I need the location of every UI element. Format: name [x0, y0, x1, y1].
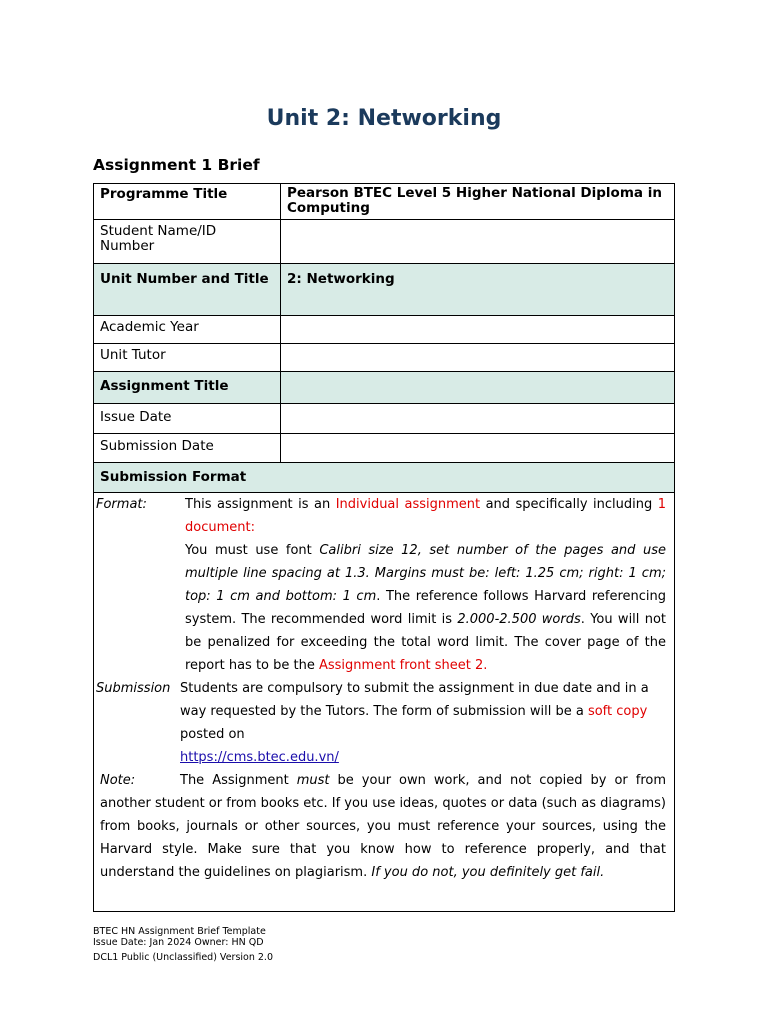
submission-label: Submission [96, 681, 171, 696]
table-row [94, 372, 675, 404]
submission-format-body [94, 493, 675, 912]
page-footer [93, 926, 273, 963]
submission-format-heading: Submission Format [94, 463, 675, 493]
academic-year-label: Academic Year [94, 316, 281, 344]
student-name-value [281, 220, 675, 264]
format-text: . You will not be penalized for exceeding the total word limit. The cover page of the report has to be the [185, 612, 667, 673]
submission-text: posted on [180, 727, 245, 742]
note-text: The Assignment [180, 773, 297, 788]
academic-year-value [281, 316, 675, 344]
table-row [94, 404, 675, 434]
footer-classification: DCL1 Public (Unclassified) Version 2.0 [93, 952, 273, 963]
table-row [94, 220, 675, 264]
assignment-brief-table [93, 183, 675, 912]
programme-title-value: Pearson BTEC Level 5 Higher National Diploma in Computing [281, 184, 675, 220]
unit-number-value: 2: Networking [281, 264, 675, 316]
submission-date-label: Submission Date [94, 434, 281, 463]
footer-template-name: BTEC HN Assignment Brief Template [93, 926, 266, 937]
table-row [94, 184, 675, 220]
submission-date-value [281, 434, 675, 463]
individual-assignment-highlight: Individual assignment [335, 497, 481, 512]
table-row [94, 463, 675, 493]
assignment-title-label: Assignment Title [94, 372, 281, 404]
soft-copy-highlight: soft copy [587, 704, 648, 719]
page-title: Unit 2: Networking [266, 106, 502, 131]
brief-heading: Assignment 1 Brief [93, 156, 260, 174]
note-text: be your own work, and not copied by or from another student or from books etc. If you use ideas, quotes or data (such as diagrams) from books, journals or other sources, you must reference your sources, using the Harvard style. Make sure that you know how to reference properly, and that understand the guidelines on plagiarism. [100, 773, 666, 880]
cms-link[interactable]: https://cms.btec.edu.vn/ [180, 750, 339, 765]
table-row [94, 316, 675, 344]
unit-tutor-value [281, 344, 675, 372]
assignment-title-value [281, 372, 675, 404]
table-row [94, 493, 675, 912]
issue-date-value [281, 404, 675, 434]
table-row [94, 434, 675, 463]
footer-issue-date: Issue Date: Jan 2024 Owner: HN QD [93, 937, 264, 948]
unit-tutor-label: Unit Tutor [94, 344, 281, 372]
format-text: You must use font [185, 543, 320, 558]
format-section [96, 493, 666, 677]
format-text: This assignment is an [185, 497, 336, 512]
word-limit: 2.000-2.500 words [457, 612, 581, 627]
table-row [94, 344, 675, 372]
table-row [94, 264, 675, 316]
issue-date-label: Issue Date [94, 404, 281, 434]
front-sheet-highlight: Assignment front sheet 2. [318, 658, 488, 673]
note-emphasis: must [296, 773, 330, 788]
student-name-label: Student Name/ID Number [94, 220, 281, 264]
note-label: Note: [100, 773, 136, 788]
unit-number-label: Unit Number and Title [94, 264, 281, 316]
programme-title-label: Programme Title [94, 184, 281, 220]
submission-text: Students are compulsory to submit the assignment in due date and in a way requested by the Tutors. The form of submission will be a [180, 681, 649, 719]
note-warning: If you do not, you definitely get fail. [371, 865, 605, 880]
submission-section [96, 677, 666, 769]
document-count-highlight: 1 document: [185, 497, 666, 535]
font-requirements: Calibri size 12, set number of the pages and use multiple line spacing at 1.3. Margins must be: left: 1.25 cm; right: 1 cm; top: 1 cm and bottom: 1 cm [185, 543, 666, 604]
format-label: Format: [96, 497, 147, 512]
format-text: and specifically including [480, 497, 658, 512]
format-text: . The reference follows Harvard referencing system. The recommended word limit is [185, 589, 666, 627]
note-section [96, 769, 666, 884]
